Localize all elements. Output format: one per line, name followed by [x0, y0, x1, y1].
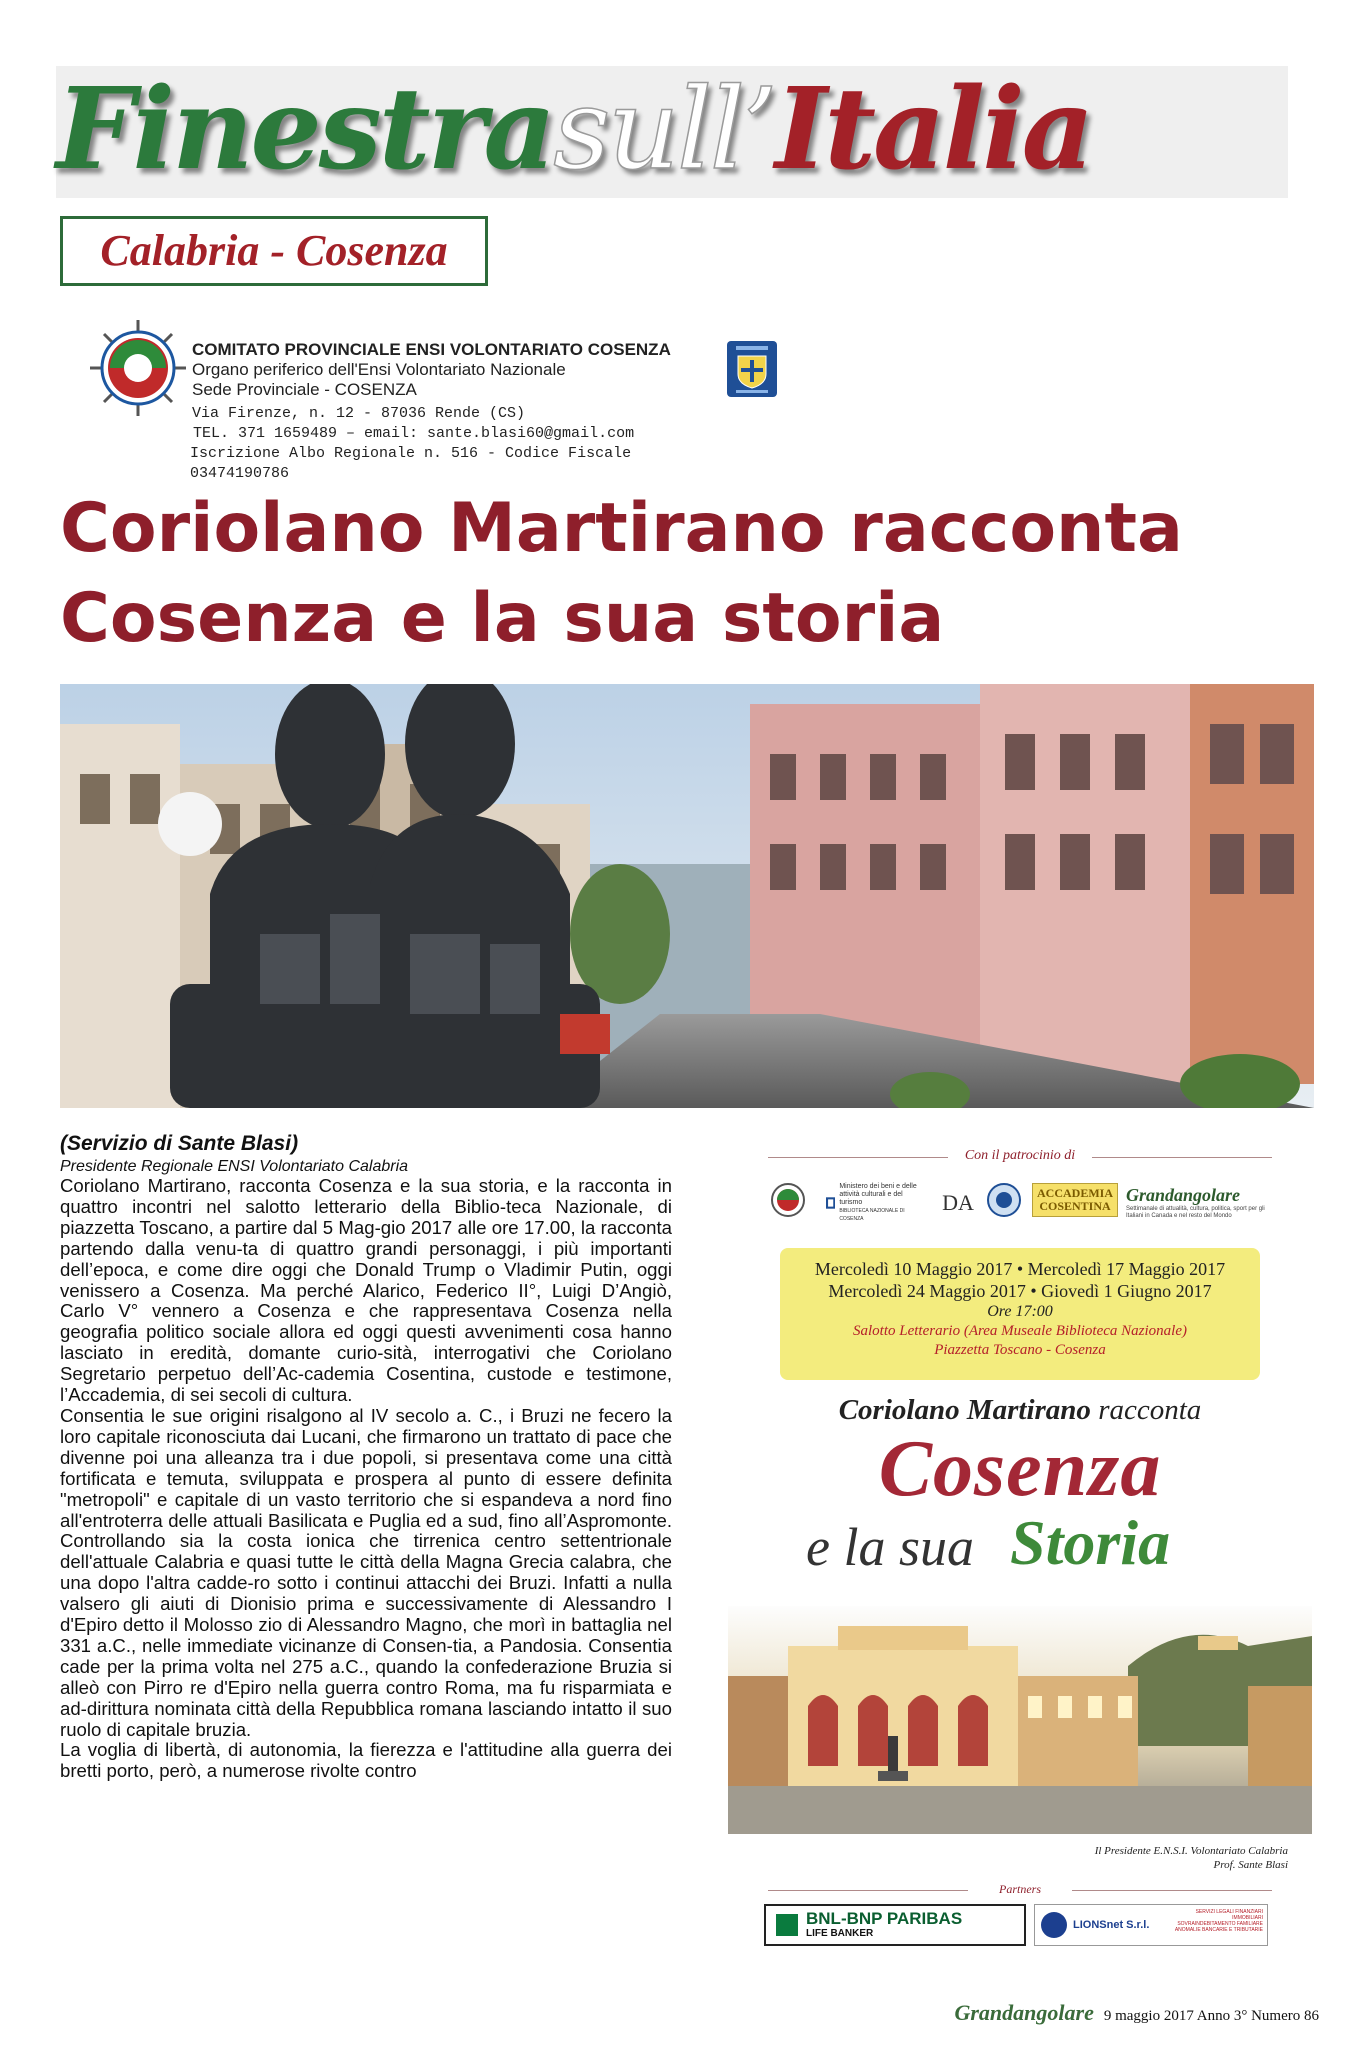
- region-label: Calabria - Cosenza: [100, 226, 448, 275]
- committee-organ: Organo periferico dell'Ensi Volontariato Nazionale: [192, 360, 566, 379]
- library-label: BIBLIOTECA NAZIONALE DI COSENZA: [839, 1208, 905, 1222]
- venue-line1: Salotto Letterario (Area Museale Biblioteca Nazionale): [853, 1323, 1187, 1339]
- president-name: Prof. Sante Blasi: [1213, 1859, 1288, 1871]
- poster-author: [728, 1394, 1312, 1427]
- masthead: [56, 66, 1288, 198]
- bnl-partner-logo: [764, 1904, 1026, 1946]
- masthead-title-part3: Italia: [774, 64, 1092, 195]
- street-sculpture-photo: [60, 684, 1314, 1108]
- patronage-label: Con il patrocinio di: [964, 1148, 1076, 1163]
- committee-registration: Iscrizione Albo Regionale n. 516 - Codice Fiscale 03474190786: [190, 445, 632, 482]
- partners-label: Partners: [999, 1882, 1041, 1896]
- ministry-icon: [826, 1192, 835, 1214]
- byline-role: Presidente Regionale ENSI Volontariato Calabria: [60, 1158, 409, 1175]
- dates-line2: Mercoledì 24 Maggio 2017 • Giovedì 1 Giugno 2017: [828, 1281, 1212, 1301]
- article-body: [60, 1176, 672, 1988]
- poster-author-name: Coriolano Martirano: [838, 1394, 1091, 1426]
- grandangolare-tagline: Settimanale di attualità, cultura, politica, sport per gli Italiani in Canada e nel resto del Mondo: [1126, 1205, 1265, 1219]
- footer-brand: Grandangolare: [954, 2000, 1094, 2025]
- poster-title-cosenza: Cosenza: [878, 1425, 1162, 1513]
- committee-address: Via Firenze, n. 12 - 87036 Rende (CS): [192, 405, 526, 422]
- masthead-title: [56, 60, 1288, 200]
- ensi-logo-icon: [88, 318, 188, 418]
- patron-logos: [768, 1172, 1278, 1248]
- event-time: Ore 17:00: [987, 1303, 1053, 1320]
- committee-seat: Sede Provinciale - COSENZA: [192, 380, 417, 399]
- headline: [60, 484, 1320, 664]
- president-role: Il Presidente E.N.S.I. Volontariato Calabria: [1094, 1845, 1288, 1857]
- poster-author-verb: racconta: [1098, 1394, 1202, 1426]
- lionsnet-partner-logo: [1034, 1904, 1268, 1946]
- committee-name: COMITATO PROVINCIALE ENSI VOLONTARIATO COSENZA: [192, 340, 671, 359]
- masthead-title-part1: Finestra: [56, 64, 554, 195]
- lionsnet-icon: [1041, 1912, 1067, 1938]
- region-box: [60, 216, 488, 286]
- committee-info: [192, 340, 712, 484]
- poster-title-sua: e la sua: [806, 1517, 974, 1577]
- accademia-line1: ACCADEMIA: [1037, 1186, 1113, 1200]
- footer-issue-info: 9 maggio 2017 Anno 3° Numero 86: [1103, 2008, 1319, 2024]
- article-paragraph: Consentia le sue origini risalgono al IV secolo a. C., i Bruzi ne fecero la loro capitale riconosciuta dai Lucani, che firmarono un trattato di pace che divenne poi una alleanza tra i due popoli, si presentava come una città fortificata e temuta, sviluppata e prospera al punto di essere definita "metropoli" e capitale di un vasto territorio che si espandeva a nord fino all'entroterra delle attuali Basilicata e Puglia ed a sud, fino all’Aspromonte. Controllando sia la costa ionica che tirrenica centro settentrionale dell'attuale Calabria e quasi tutte le città della Magna Grecia calabra, che una dopo l'altra cadde-ro sotto i continui attacchi dei Bruzi. Infatti a nulla valsero gli aiuti di Dionisio prima e successivamente di Alessandro I d'Epiro detto il Molosso zio di Alessandro Magno, che morì in battaglia nel 331 a.C., nelle immediate vicinanze di Consen-tia, a Pandosia. Consentia cade per la prima volta nel 275 a.C., quando la confederazione Bruzia si alleò con Pirro re d'Epiro nella guerra contro Roma, ma fu risparmiata e ad-dirittura nominata città della Repubblica romana lasciando intatto il suo ruolo di capitale bruzia.: [60, 1404, 672, 1740]
- masthead-title-part2: sull’: [553, 65, 775, 195]
- bnl-icon: [776, 1914, 798, 1936]
- lionsnet-services: SERVIZI LEGALI FINANZIARI IMMOBILIARI SOVRAINDEBITAMENTO FAMILIARE ANOMALIE BANCARIE E TRIBUTARIE: [1174, 1909, 1263, 1933]
- article-paragraph: Coriolano Martirano, racconta Cosenza e la sua storia, e la racconta in quattro incontri nel salotto letterario della Biblio-teca Nazionale, di piazzetta Toscano, a partire dal 5 Mag-gio 2017 alle ore 17.00, la racconta partendo dalla venu-ta di quattro grandi personaggi, i più importanti dell’epoca, e come dire oggi che Donald Trump o Vladimir Putin, oggi venissero a Cosenza. Ma perché Alarico, Federico II°, Luigi D’Angiò, Carlo V° vennero a Cosenza e che rappresentava Cosenza nella geografia politico sociale allora ed oggi questi avvenimenti cosa hanno lasciato in eredità, domante curio-sità, interrogativi che Coriolano Segretario perpetuo dell’Ac-cademia Cosentina, custode e testimone, l’Accademia, di sei secoli di cultura.: [60, 1176, 672, 1406]
- byline: (Servizio di Sante Blasi): [60, 1132, 299, 1155]
- ensi-small-logo-icon: [768, 1180, 808, 1220]
- accademia-logo: [1032, 1178, 1118, 1222]
- headline-line2: Cosenza e la sua storia: [60, 579, 945, 658]
- dates-line1: Mercoledì 10 Maggio 2017 • Mercoledì 17 Maggio 2017: [814, 1259, 1226, 1279]
- event-dates-box: [780, 1248, 1260, 1380]
- article-paragraph: La voglia di libertà, di autonomia, la fierezza e l'attitudine alla guerra dei bretti porto, però, a numerose rivolte contro: [60, 1739, 672, 1782]
- lionsnet-name: LIONSnet S.r.l.: [1073, 1919, 1150, 1931]
- page-footer: [954, 2000, 1319, 2026]
- ministry-label: Ministero dei beni e delle attività culturali e del turismo: [839, 1183, 917, 1206]
- committee-contacts: TEL. 371 1659489 – email: sante.blasi60@gmail.com: [193, 425, 635, 442]
- ministry-logo: [826, 1180, 926, 1226]
- accademia-line2: COSENTINA: [1039, 1199, 1111, 1213]
- seal-icon: [986, 1182, 1022, 1218]
- bnl-tagline: LIFE BANKER: [806, 1928, 874, 1939]
- poster-president: [1095, 1844, 1288, 1872]
- cosenza-theatre-photo: [728, 1606, 1312, 1834]
- poster-title-storia: Storia: [1010, 1507, 1171, 1578]
- event-poster: [728, 1140, 1312, 1980]
- headline-line1: Coriolano Martirano racconta: [60, 489, 1183, 568]
- venue-line2: Piazzetta Toscano - Cosenza: [934, 1342, 1106, 1358]
- calabria-crest-icon: [726, 340, 778, 398]
- grandangolare-label: Grandangolare: [1126, 1184, 1241, 1205]
- grandangolare-logo: [1126, 1172, 1278, 1232]
- bnl-name: BNL-BNP PARIBAS: [806, 1909, 963, 1928]
- da-logo: DA: [942, 1190, 974, 1215]
